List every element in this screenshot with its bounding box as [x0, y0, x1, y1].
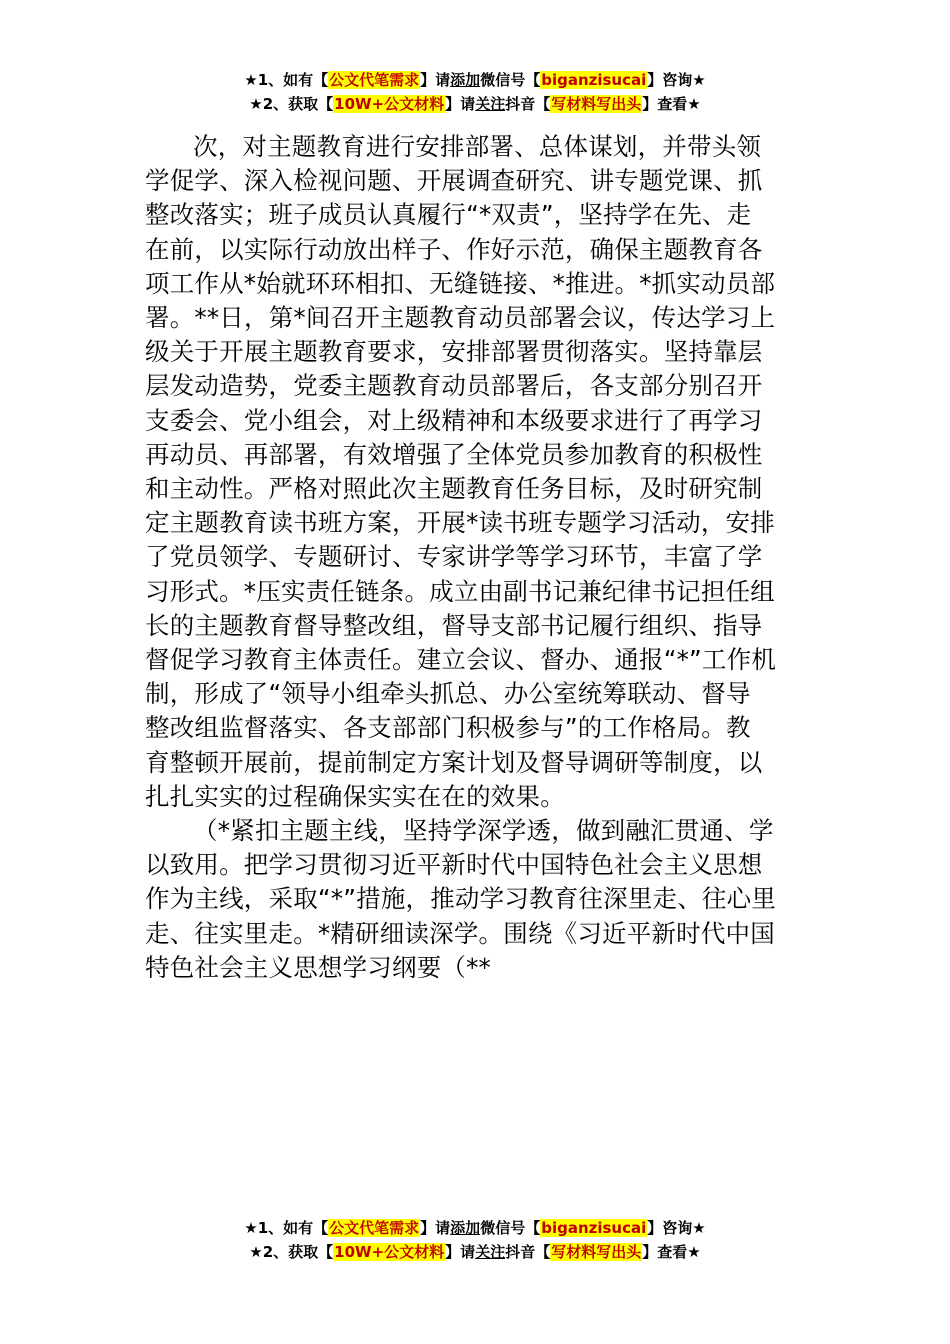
banner-text: 】咨询: [647, 1219, 693, 1237]
banner-line-1: [0, 68, 950, 92]
highlight-materials: 10W+公文材料: [334, 1243, 445, 1261]
highlight-service: 公文代笔需求: [329, 1219, 420, 1237]
banner-line-2: [0, 92, 950, 116]
banner-text: 2、获取【: [262, 1243, 334, 1261]
highlight-wechat-id: biganzisucai: [541, 71, 647, 89]
footer-banner: [0, 1216, 950, 1264]
body-line: 层发动造势，党委主题教育动员部署后，各支部分别召开: [145, 371, 763, 401]
banner-text: 抖音【: [505, 1243, 551, 1261]
body-line: 整改组监督落实、各支部部门积极参与”的工作格局。教: [145, 713, 751, 743]
body-line: 扎扎实实的过程确保实实在在的效果。: [145, 781, 565, 811]
body-line: 再动员、再部署，有效增强了全体党员参加教育的积极性: [145, 439, 763, 469]
body-line: 作为主线，采取“*”措施，推动学习教育往深里走、往心里: [145, 884, 777, 914]
banner-text: 微信号【: [480, 1219, 541, 1237]
banner-text: 】查看: [642, 1243, 688, 1261]
body-line: 习形式。*压实责任链条。成立由副书记兼纪律书记担任组: [145, 576, 775, 606]
star-icon: ★: [249, 95, 263, 113]
body-line: 整改落实；班子成员认真履行“*双责”，坚持学在先、走: [145, 200, 752, 230]
banner-line-1: [0, 1216, 950, 1240]
document-body: [145, 130, 810, 985]
banner-text: 】请: [445, 1243, 476, 1261]
banner-text: 】请: [420, 71, 451, 89]
star-icon: ★: [249, 1243, 263, 1261]
body-line: 项工作从*始就环环相扣、无缝链接、*推进。*抓实动员部: [145, 268, 776, 298]
star-icon: ★: [687, 1243, 701, 1261]
header-banner: [0, 68, 950, 116]
body-line: 以致用。把学习贯彻习近平新时代中国特色社会主义思想: [145, 850, 763, 880]
body-line: 次，对主题教育进行安排部署、总体谋划，并带头领: [193, 132, 762, 161]
banner-text: 抖音【: [505, 95, 551, 113]
body-line: 走、往实里走。*精研细读深学。围绕《习近平新时代中国: [145, 918, 775, 948]
body-line: 定主题教育读书班方案，开展*读书班专题学习活动，安排: [145, 508, 775, 538]
star-icon: ★: [692, 71, 706, 89]
body-line: （*紧扣主题主线，坚持学深学透，做到融汇贯通、学: [193, 816, 774, 846]
body-line: 制，形成了“领导小组牵头抓总、办公室统筹联动、督导: [145, 679, 751, 709]
banner-line-2: [0, 1240, 950, 1264]
body-line: 级关于开展主题教育要求，安排部署贯彻落实。坚持靠层: [145, 337, 763, 367]
body-line: 署。**日，第*间召开主题教育动员部署会议，传达学习上: [145, 303, 776, 333]
body-line: 学促学、深入检视问题、开展调查研究、讲专题党课、抓: [145, 166, 763, 196]
banner-emphasis: 添加: [450, 1219, 481, 1237]
banner-emphasis: 关注: [475, 1243, 506, 1261]
star-icon: ★: [244, 1219, 258, 1237]
banner-text: 微信号【: [480, 71, 541, 89]
star-icon: ★: [244, 71, 258, 89]
body-line: 了党员领学、专题研讨、专家讲学等学习环节，丰富了学: [145, 542, 763, 572]
star-icon: ★: [687, 95, 701, 113]
banner-text: 1、如有【: [257, 71, 329, 89]
banner-text: 2、获取【: [262, 95, 334, 113]
banner-text: 】咨询: [647, 71, 693, 89]
banner-text: 1、如有【: [257, 1219, 329, 1237]
banner-emphasis: 关注: [475, 95, 506, 113]
body-line: 支委会、党小组会，对上级精神和本级要求进行了再学习: [145, 405, 763, 435]
banner-text: 】请: [445, 95, 476, 113]
highlight-materials: 10W+公文材料: [334, 95, 445, 113]
body-line: 长的主题教育督导整改组，督导支部书记履行组织、指导: [145, 610, 763, 640]
body-line: 特色社会主义思想学习纲要（**: [145, 952, 491, 982]
star-icon: ★: [692, 1219, 706, 1237]
highlight-service: 公文代笔需求: [329, 71, 420, 89]
body-line: 督促学习教育主体责任。建立会议、督办、通报“*”工作机: [145, 645, 777, 675]
body-line: 和主动性。严格对照此次主题教育任务目标，及时研究制: [145, 474, 763, 504]
highlight-douyin-account: 写材料写出头: [551, 1243, 642, 1261]
highlight-wechat-id: biganzisucai: [541, 1219, 647, 1237]
banner-text: 】请: [420, 1219, 451, 1237]
body-line: 育整顿开展前，提前制定方案计划及督导调研等制度，以: [145, 747, 763, 777]
highlight-douyin-account: 写材料写出头: [551, 95, 642, 113]
banner-text: 】查看: [642, 95, 688, 113]
banner-emphasis: 添加: [450, 71, 481, 89]
body-line: 在前，以实际行动放出样子、作好示范，确保主题教育各: [145, 234, 763, 264]
